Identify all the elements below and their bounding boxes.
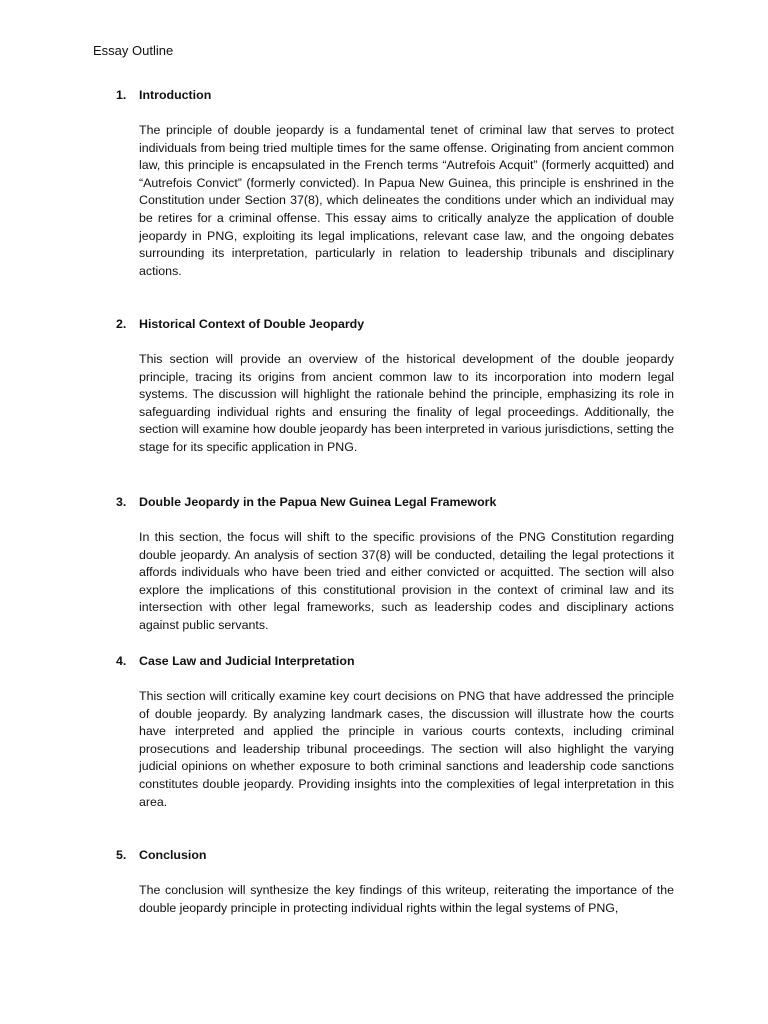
section-case-law: [116, 653, 674, 811]
section-title: Case Law and Judicial Interpretation: [139, 654, 355, 668]
section-paragraph: This section will provide an overview of the historical development of the double jeopardy principle, tracing its origins from ancient common law to its incorporation into modern legal systems. The discussion will highlight the rationale behind the principle, emphasizing its role in safeguarding individual rights and ensuring the finality of legal proceedings. Additionally, the section will examine how double jeopardy has been interpreted in various jurisdictions, setting the stage for its specific application in PNG.: [139, 352, 674, 454]
section-heading: [116, 494, 674, 511]
section-title: Conclusion: [139, 848, 207, 862]
section-historical-context: [116, 316, 674, 457]
section-paragraph: This section will critically examine key court decisions on PNG that have addressed the principle of double jeopardy. By analyzing landmark cases, the discussion will illustrate how the courts have interpreted and applied the principle in various courts contexts, including criminal prosecutions and leadership tribunal proceedings. The section will also highlight the varying judicial opinions on whether exposure to both criminal sanctions and leadership code sanctions constitutes double jeopardy. Providing insights into the complexities of legal interpretation in this area.: [139, 689, 674, 809]
section-number: 2.: [116, 317, 127, 331]
section-introduction: [116, 87, 674, 280]
section-paragraph: In this section, the focus will shift to the specific provisions of the PNG Constitution regarding double jeopardy. An analysis of section 37(8) will be conducted, detailing the legal protections it affords individuals who have been tried and either convicted or acquitted. The section will also explore the implications of this constitutional provision in the context of criminal law and its intersection with other legal frameworks, such as leadership codes and disciplinary actions against public servants.: [139, 530, 674, 632]
section-heading: [116, 316, 674, 333]
section-paragraph: The principle of double jeopardy is a fundamental tenet of criminal law that serves to protect individuals from being tried multiple times for the same offense. Originating from ancient common law, this principle is encapsulated in the French terms “Autrefois Acquit” (formerly acquitted) and “Autrefois Convict” (formerly convicted). In Papua New Guinea, this principle is enshrined in the Constitution under Section 37(8), which delineates the conditions under which an individual may be retires for a criminal offense. This essay aims to critically analyze the application of double jeopardy in PNG, exploiting its legal implications, relevant case law, and the ongoing debates surrounding its interpretation, particularly in relation to leadership tribunals and disciplinary actions.: [139, 123, 674, 278]
section-number: 4.: [116, 654, 127, 668]
document-title: Essay Outline: [93, 43, 174, 58]
section-title: Introduction: [139, 88, 212, 102]
section-number: 5.: [116, 848, 127, 862]
section-title: Historical Context of Double Jeopardy: [139, 317, 365, 331]
section-heading: [116, 847, 674, 864]
section-heading: [116, 87, 674, 104]
section-conclusion: [116, 847, 674, 917]
section-paragraph: The conclusion will synthesize the key findings of this writeup, reiterating the importance of the double jeopardy principle in protecting individual rights within the legal systems of PNG,: [139, 883, 674, 915]
section-number: 1.: [116, 88, 127, 102]
section-png-legal-framework: [116, 494, 674, 635]
section-number: 3.: [116, 495, 127, 509]
section-title: Double Jeopardy in the Papua New Guinea Legal Framework: [139, 495, 497, 509]
section-heading: [116, 653, 674, 670]
